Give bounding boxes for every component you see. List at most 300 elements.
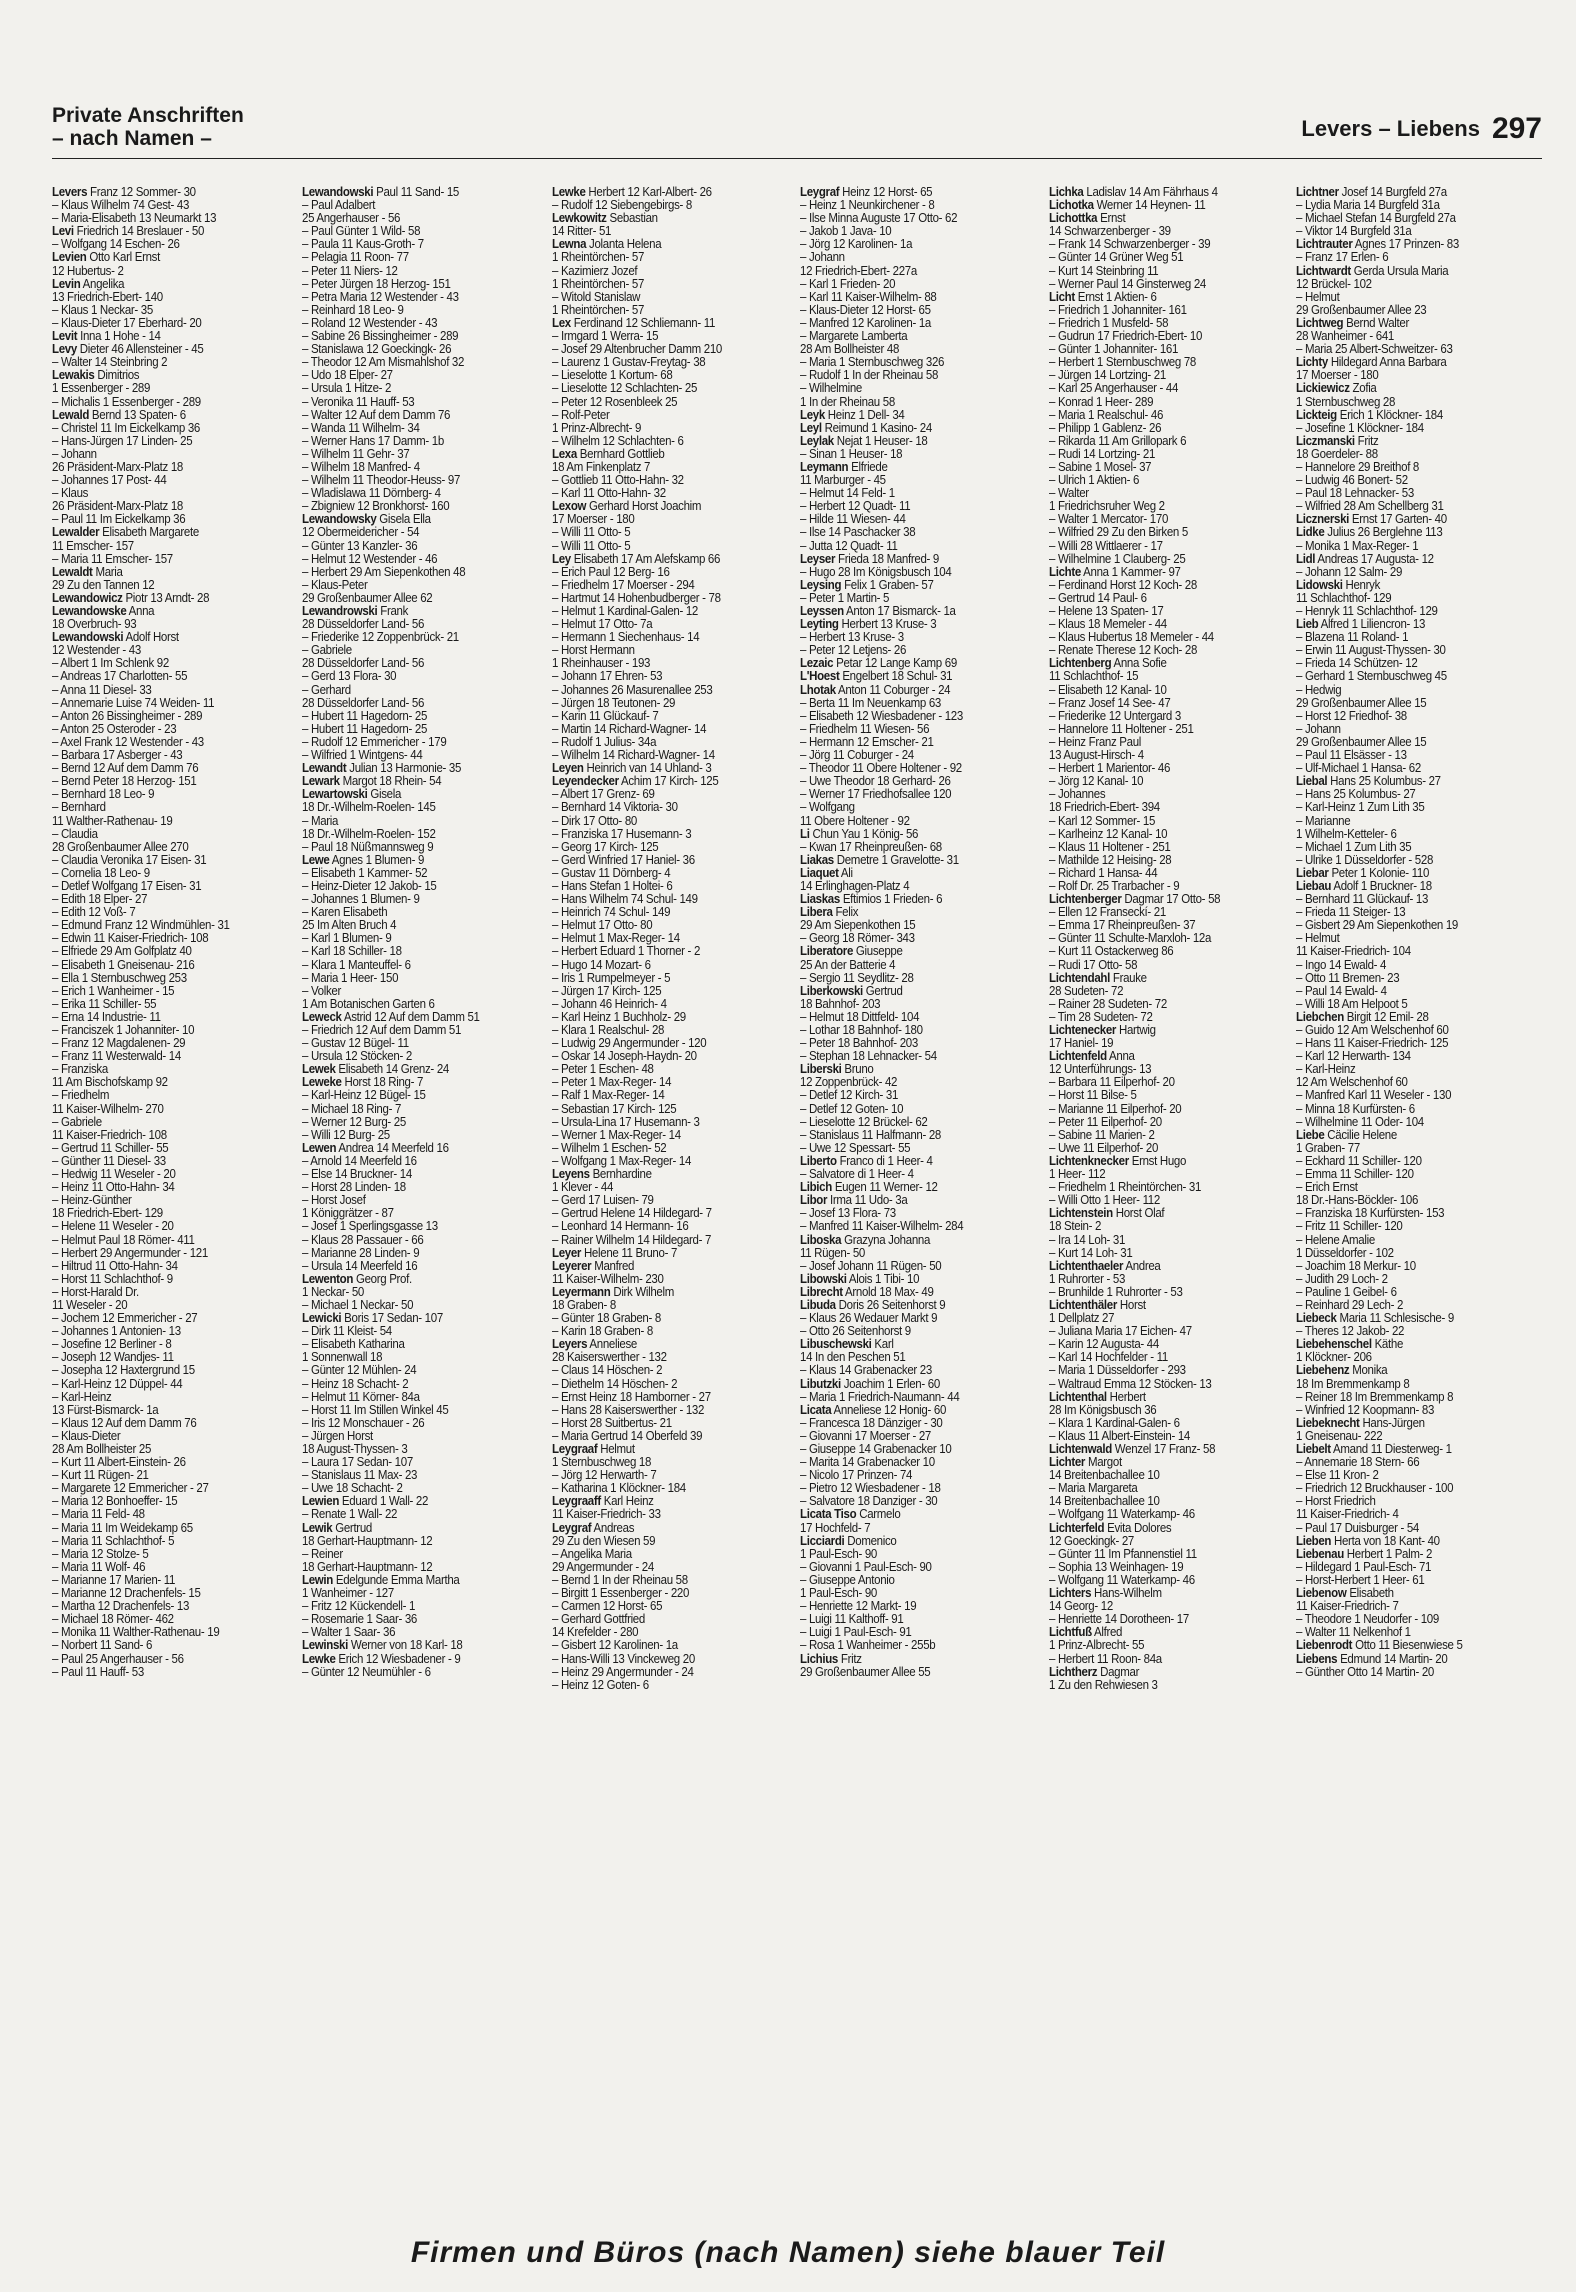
surname: Lichte <box>1049 564 1081 579</box>
directory-entry: – Annemarie Luise 74 Weiden- 11 <box>52 695 215 710</box>
directory-entry: – Winfried 12 Koopmann- 83 <box>1296 1402 1435 1417</box>
directory-entry <box>1296 553 1520 566</box>
directory-entry: 13 Fürst-Bismarck- 1a <box>52 1402 159 1417</box>
directory-entry: – Franciszek 1 Johanniter- 10 <box>52 1023 195 1037</box>
directory-entry: 1 In der Rheinau 58 <box>800 394 895 409</box>
surname: Liebenau <box>1296 1546 1344 1561</box>
surname: Levien <box>52 250 87 265</box>
directory-entry: – Andreas 17 Charlotten- 55 <box>52 669 188 684</box>
entry-details: Karl <box>871 1337 894 1352</box>
surname: Leyl <box>800 420 822 435</box>
directory-entry: 28 Düsseldorfer Land- 56 <box>302 617 425 632</box>
surname: Lichtweg <box>1296 315 1344 330</box>
directory-entry: – Friedrich 12 Bruckhauser - 100 <box>1296 1481 1454 1496</box>
directory-entry <box>800 553 1024 566</box>
directory-entry: – Hermann 12 Emscher- 21 <box>800 734 934 749</box>
directory-entry: 1 Rheinhauser - 193 <box>552 656 651 671</box>
surname: Liebe <box>1296 1127 1325 1142</box>
entry-details: Giuseppe <box>853 944 903 959</box>
directory-entry: – Jutta 12 Quadt- 11 <box>800 538 898 553</box>
directory-entry: – Jörg 12 Kanal- 10 <box>1049 774 1144 789</box>
entry-details: Adolf 1 Bruckner- 18 <box>1331 878 1432 893</box>
directory-entry: 25 Im Alten Bruch 4 <box>302 918 397 933</box>
directory-entry: – Klaus Hubertus 18 Memeler - 44 <box>1049 630 1214 645</box>
directory-entry: – Gerd 13 Flora- 30 <box>302 669 397 684</box>
directory-entry: – Hans Wilhelm 74 Schul- 149 <box>552 892 698 907</box>
directory-entry: – Karl-Heinz 1 Zum Lith 35 <box>1296 800 1425 815</box>
entry-details: Astrid 12 Auf dem Damm 51 <box>341 1009 480 1024</box>
surname: Lewin <box>302 1572 333 1587</box>
directory-entry: – Manfred Karl 11 Weseler - 130 <box>1296 1088 1452 1103</box>
directory-entry: – Paul 11 Im Eickelkamp 36 <box>52 512 186 527</box>
directory-entry: – Klaus-Peter <box>302 577 368 592</box>
running-head <box>1301 112 1542 146</box>
directory-entry: 1 Prinz-Albrecht- 9 <box>552 420 642 435</box>
directory-entry: 29 Großenbaumer Allee 23 <box>1296 302 1427 317</box>
directory-entry: – Heinz-Günther <box>52 1193 132 1208</box>
directory-entry: 1 Paul-Esch- 90 <box>800 1546 877 1561</box>
directory-entry: – Michael 1 Neckar- 50 <box>302 1297 414 1312</box>
directory-entry <box>1296 1417 1520 1430</box>
directory-entry <box>1049 566 1273 579</box>
directory-entry: – Annemarie 18 Stern- 66 <box>1296 1455 1420 1470</box>
directory-entry: – Horst-Herbert 1 Heer- 61 <box>1296 1572 1425 1587</box>
surname: Liebenow <box>1296 1586 1347 1601</box>
directory-entry <box>800 579 1024 592</box>
directory-entry: – Stanislawa 12 Goeckingk- 26 <box>302 342 452 357</box>
entry-details: Helmut <box>597 1442 635 1456</box>
directory-entry: 11 Kaiser-Friedrich- 7 <box>1296 1599 1399 1614</box>
surname: Lewakis <box>52 368 95 383</box>
surname: Lichottka <box>1049 211 1098 226</box>
directory-entry: – Heinz 11 Otto-Hahn- 34 <box>52 1180 175 1195</box>
directory-entry: – Frieda 11 Steiger- 13 <box>1296 905 1406 920</box>
directory-entry: – Bernhard 14 Viktoria- 30 <box>552 800 678 815</box>
directory-entry: – Johann <box>52 446 97 461</box>
surname: Lichterfeld <box>1049 1520 1105 1535</box>
directory-entry <box>1296 265 1520 278</box>
directory-entry: – Paul Adalbert <box>302 198 376 213</box>
directory-entry: – Philipp 1 Gablenz- 26 <box>1049 420 1162 435</box>
entry-details: Anna <box>1106 1049 1135 1064</box>
directory-entry: – Ingo 14 Ewald- 4 <box>1296 957 1387 972</box>
directory-entry: – Rosemarie 1 Saar- 36 <box>302 1612 418 1627</box>
directory-entry: – Horst Friedrich <box>1296 1494 1376 1509</box>
surname: Lewandowske <box>52 604 127 618</box>
directory-entry: 1 Wilhelm-Ketteler- 6 <box>1296 826 1397 841</box>
directory-entry: 28 Düsseldorfer Land- 56 <box>302 695 425 710</box>
surname: Lewald <box>52 407 90 422</box>
entry-details: Elisabeth Margarete <box>99 525 199 540</box>
entry-details: Erich 1 Klöckner- 184 <box>1336 407 1443 422</box>
directory-entry: – Wolfgang 11 Waterkamp- 46 <box>1049 1572 1195 1587</box>
directory-entry: – Helene 11 Weseler - 20 <box>52 1219 174 1234</box>
entry-details: Fritz <box>1354 433 1379 448</box>
directory-entry: 11 Obere Holtener - 92 <box>800 813 910 828</box>
directory-entry: 1 Essenberger - 289 <box>52 381 151 396</box>
directory-entry: – Horst 28 Suitbertus- 21 <box>552 1415 672 1430</box>
entry-details: Heinz 12 Horst- 65 <box>839 186 933 199</box>
directory-entry: – Sabine 26 Bissingheimer - 289 <box>302 329 459 344</box>
directory-entry: – Jörg 12 Herwarth- 7 <box>552 1468 657 1483</box>
directory-entry: – Manfred 11 Kaiser-Wilhelm- 284 <box>800 1219 964 1234</box>
directory-entry: – Giovanni 1 Paul-Esch- 90 <box>800 1559 932 1574</box>
directory-entry: 1 Königgrätzer - 87 <box>302 1206 394 1221</box>
surname: Leymann <box>800 459 849 474</box>
entry-details: Maria <box>92 564 123 579</box>
directory-entry: – Hans-Willi 13 Vinckeweg 20 <box>552 1651 695 1666</box>
entry-details: Demetre 1 Gravelotte- 31 <box>833 852 959 867</box>
directory-entry: – Henriette 12 Markt- 19 <box>800 1599 917 1614</box>
directory-entry <box>1296 526 1520 539</box>
directory-entry: – Herbert 11 Roon- 84a <box>1049 1651 1162 1666</box>
surname: Lichter <box>1049 1455 1086 1470</box>
directory-entry <box>302 1273 526 1286</box>
directory-entry: – Bernhard 18 Leo- 9 <box>52 787 155 802</box>
directory-entry: – Ernst Heinz 18 Hamborner - 27 <box>552 1389 711 1404</box>
directory-entry: 12 Unterführungs- 13 <box>1049 1062 1152 1077</box>
directory-entry: – Veronika 11 Hauff- 53 <box>302 394 415 409</box>
directory-entry: – Johann 12 Salm- 29 <box>1296 564 1403 579</box>
directory-entry: – Paula 11 Kaus-Groth- 7 <box>302 237 424 252</box>
directory-entry: – Martin 14 Richard-Wagner- 14 <box>552 721 707 736</box>
entry-details: Bernhard Gottlieb <box>576 446 665 461</box>
directory-entry: 1 Rheintörchen- 57 <box>552 302 645 317</box>
entry-details: Werner von 18 Karl- 18 <box>348 1638 463 1653</box>
directory-entry <box>1296 1548 1520 1561</box>
directory-entry: 18 Im Bremmenkamp 8 <box>1296 1376 1410 1391</box>
directory-entry: – Walter <box>1049 486 1089 501</box>
entry-details: Josef 14 Burgfeld 27a <box>1338 186 1447 199</box>
directory-entry: – Hiltrud 11 Otto-Hahn- 34 <box>52 1258 178 1273</box>
directory-entry: – Wladislawa 11 Dörnberg- 4 <box>302 486 441 501</box>
directory-entry: – Hans-Jürgen 17 Linden- 25 <box>52 433 193 448</box>
entry-details: Otto 11 Biesenwiese 5 <box>1352 1638 1463 1653</box>
directory-entry: 1 Sternbuschweg 18 <box>552 1455 652 1470</box>
entry-details: Heinrich van 14 Uhland- 3 <box>583 761 712 776</box>
directory-entry: – Johann <box>1296 721 1341 736</box>
directory-entry: 11 Kaiser-Friedrich- 108 <box>52 1127 167 1142</box>
surname: Levy <box>52 342 77 357</box>
surname: Lewek <box>302 1062 336 1077</box>
directory-entry: – Monika 11 Walther-Rathenau- 19 <box>52 1625 220 1640</box>
directory-entry: – Hans 25 Kolumbus- 27 <box>1296 787 1416 802</box>
directory-entry: 11 Walther-Rathenau- 19 <box>52 813 173 828</box>
directory-entry: – Ferdinand Horst 12 Koch- 28 <box>1049 577 1197 592</box>
surname: Libutzki <box>800 1376 841 1391</box>
surname: Lewark <box>302 774 340 789</box>
entry-details: Agnes 1 Blumen- 9 <box>329 852 425 867</box>
directory-entry: 1 Neckar- 50 <box>302 1284 364 1299</box>
directory-entry: – Pauline 1 Geibel- 6 <box>1296 1284 1397 1299</box>
entry-details: Evita Dolores <box>1104 1520 1172 1535</box>
directory-entry: – Roland 12 Westender - 43 <box>302 315 438 330</box>
directory-entry: 18 Stein- 2 <box>1049 1219 1102 1234</box>
directory-entry: – Gustav 11 Dörnberg- 4 <box>552 865 671 880</box>
directory-entry: – Maria 1 Heer- 150 <box>302 970 399 985</box>
surname: Lichtenecker <box>1049 1023 1117 1037</box>
entry-details: Anneliese <box>587 1337 638 1352</box>
surname: Levin <box>52 276 81 291</box>
directory-entry: – Ursula 1 Hitze- 2 <box>302 381 392 396</box>
directory-entry: – Karlheinz 12 Kanal- 10 <box>1049 826 1168 841</box>
entry-details: Alois 1 Tibi- 10 <box>846 1271 920 1286</box>
directory-entry <box>552 1522 776 1535</box>
surname: Liaquet <box>800 865 839 880</box>
directory-entry: – Gerhard <box>302 682 351 697</box>
directory-entry: – Johannes 17 Post- 44 <box>52 473 167 488</box>
surname: Leyermann <box>552 1284 611 1299</box>
directory-entry: – Herbert 29 Am Siepenkothen 48 <box>302 564 466 579</box>
directory-entry: 12 Hubertus- 2 <box>52 263 124 278</box>
directory-entry: – Giuseppe Antonio <box>800 1572 895 1587</box>
directory-entry: – Kurt 11 Rügen- 21 <box>52 1468 149 1483</box>
directory-entry: 28 Am Bollheister 25 <box>52 1442 152 1456</box>
directory-entry <box>1296 435 1520 448</box>
directory-entry: 12 Goeckingk- 27 <box>1049 1533 1134 1548</box>
directory-entry <box>302 1142 526 1155</box>
directory-entry: – Rikarda 11 Am Grillopark 6 <box>1049 433 1187 448</box>
directory-entry: 18 Graben- 8 <box>552 1297 616 1312</box>
directory-entry: – Ira 14 Loh- 31 <box>1049 1232 1126 1247</box>
directory-entry: 12 Zoppenbrück- 42 <box>800 1075 898 1090</box>
directory-entry: – Karl-Heinz 12 Düppel- 44 <box>52 1376 183 1391</box>
directory-entry: – Joseph 12 Wandjes- 11 <box>52 1350 174 1365</box>
directory-entry: 11 Emscher- 157 <box>52 538 134 553</box>
directory-entry: – Friedrich 1 Johanniter- 161 <box>1049 302 1187 317</box>
entry-details: Anton 11 Coburger - 24 <box>835 682 951 697</box>
surname: Libor <box>800 1193 828 1208</box>
directory-entry: – Claudia Veronika 17 Eisen- 31 <box>52 852 207 867</box>
directory-entry: – Sabine 11 Marien- 2 <box>1049 1127 1155 1142</box>
entry-details: Alfred <box>1091 1625 1123 1640</box>
directory-entry: – Karl Heinz 1 Buchholz- 29 <box>552 1009 686 1024</box>
directory-entry: 29 Zu den Wiesen 59 <box>552 1533 656 1548</box>
directory-entry: – Franziska 17 Husemann- 3 <box>552 826 692 841</box>
directory-entry: – Ludwig 29 Angermunder - 120 <box>552 1036 707 1051</box>
directory-entry: 18 Overbruch- 93 <box>52 617 137 632</box>
directory-entry: – Luigi 1 Paul-Esch- 91 <box>800 1625 912 1640</box>
surname: Liberkowski <box>800 983 863 998</box>
directory-entry: – Ursula 12 Stöcken- 2 <box>302 1049 412 1064</box>
directory-entry: – Laurenz 1 Gustav-Freytag- 38 <box>552 355 706 370</box>
directory-entry: – Karen Elisabeth <box>302 905 388 920</box>
entry-details: Gertrud <box>332 1520 372 1535</box>
directory-entry: – Peter 1 Martin- 5 <box>800 590 890 605</box>
directory-entry: – Karin 18 Graben- 8 <box>552 1324 653 1339</box>
directory-entry: – Wilhelm 14 Richard-Wagner- 14 <box>552 748 715 763</box>
directory-entry: – Klaus 18 Memeler - 44 <box>1049 617 1167 632</box>
directory-entry: – Brunhilde 1 Ruhrorter - 53 <box>1049 1284 1183 1299</box>
entry-details: Reimund 1 Kasino- 24 <box>821 420 932 435</box>
directory-entry: – Josefine 12 Berliner - 8 <box>52 1337 172 1352</box>
directory-entry: – Klaus-Dieter 17 Eberhard- 20 <box>52 315 202 330</box>
directory-entry: 18 Am Finkenplatz 7 <box>552 459 651 474</box>
directory-entry: – Wilhelm 11 Gehr- 37 <box>302 446 410 461</box>
directory-entry: – Rainer 28 Sudeten- 72 <box>1049 996 1167 1011</box>
directory-entry: – Petra Maria 12 Westender - 43 <box>302 289 459 304</box>
directory-entry: – Albert 17 Grenz- 69 <box>552 787 655 802</box>
directory-entry: – Karl-Heinz <box>1296 1062 1356 1077</box>
directory-entry: 11 Am Bischofskamp 92 <box>52 1075 168 1090</box>
directory-entry: 1 Zu den Rehwiesen 3 <box>1049 1677 1158 1692</box>
entry-details: Ernst 17 Garten- 40 <box>1349 512 1447 527</box>
directory-entry: 17 Moerser - 180 <box>552 512 635 527</box>
directory-entry: – Maria 11 Im Weidekamp 65 <box>52 1520 193 1535</box>
directory-entry: 29 Zu den Tannen 12 <box>52 577 155 592</box>
name-range: Levers – Liebens <box>1301 116 1480 141</box>
entry-details: Ladislav 14 Am Fährhaus 4 <box>1083 186 1218 199</box>
surname: Lewna <box>552 237 587 252</box>
page-header <box>52 104 1542 162</box>
entry-details: Dirk Wilhelm <box>610 1284 675 1299</box>
entry-details: Gertrud <box>862 983 903 998</box>
directory-entry: – Reinhard 18 Leo- 9 <box>302 302 404 317</box>
directory-entry: – Dirk 17 Otto- 80 <box>552 813 637 828</box>
directory-entry: – Franz 17 Erlen- 6 <box>1296 250 1389 265</box>
directory-entry: 18 Friedrich-Ebert- 129 <box>52 1206 163 1221</box>
directory-entry: – Erna 14 Industrie- 11 <box>52 1009 161 1024</box>
directory-entry: – Gerhard Gottfried <box>552 1612 645 1627</box>
directory-entry: – Rainer Wilhelm 14 Hildegard- 7 <box>552 1232 712 1247</box>
surname: Lewinski <box>302 1638 348 1653</box>
directory-entry: – Theres 12 Jakob- 22 <box>1296 1324 1405 1339</box>
surname: Liebehenschel <box>1296 1337 1372 1352</box>
directory-entry: – Viktor 14 Burgfeld 31a <box>1296 224 1412 239</box>
directory-entry <box>1049 1522 1273 1535</box>
directory-entry: – Walter 12 Auf dem Damm 76 <box>302 407 451 422</box>
entry-details: Friedrich 14 Breslauer - 50 <box>73 224 205 239</box>
directory-entry: 1 Prinz-Albrecht- 55 <box>1049 1638 1145 1653</box>
surname: Lewandowski <box>52 630 124 645</box>
section-title-line1: Private Anschriften <box>52 104 244 127</box>
directory-entry: – Paul 17 Duisburger - 54 <box>1296 1520 1420 1535</box>
directory-entry <box>302 1653 526 1666</box>
directory-entry: – Rudi 14 Lortzing- 21 <box>1049 446 1156 461</box>
directory-entry: – Helmut <box>1296 289 1340 304</box>
surname: Liczmanski <box>1296 433 1355 448</box>
directory-entry: – Maria 12 Bonhoeffer- 15 <box>52 1494 178 1509</box>
entry-details: Grazyna Johanna <box>841 1232 931 1247</box>
directory-entry: 1 Rheintörchen- 57 <box>552 250 645 265</box>
surname: Liebau <box>1296 878 1332 893</box>
directory-entry: – Karl 18 Schiller- 18 <box>302 944 402 959</box>
directory-entry: – Anna 11 Diesel- 33 <box>52 682 152 697</box>
directory-entry: – Stanislaus 11 Max- 23 <box>302 1468 418 1483</box>
directory-entry: – Heinz Franz Paul <box>1049 734 1141 749</box>
entry-details: Fritz <box>838 1651 862 1666</box>
directory-entry: – Anton 26 Bissingheimer - 289 <box>52 708 203 723</box>
directory-entry: – Klaus 11 Holtener - 251 <box>1049 839 1171 854</box>
directory-entry: – Salvatore 18 Danziger - 30 <box>800 1494 938 1509</box>
directory-entry: – Wolfgang 1 Max-Reger- 14 <box>552 1153 692 1168</box>
directory-entry: – Peter 11 Eilperhof- 20 <box>1049 1114 1162 1129</box>
directory-column-6 <box>1296 186 1520 1679</box>
surname: Lewik <box>302 1520 333 1535</box>
directory-entry: – Anton 25 Osteroder - 23 <box>52 721 177 736</box>
directory-entry: – Jochem 12 Emmericher - 27 <box>52 1311 198 1326</box>
directory-entry: – Wanda 11 Wilhelm- 34 <box>302 420 420 435</box>
entry-details: Peter 1 Kolonie- 110 <box>1328 865 1430 880</box>
directory-entry: – Maria 1 Sternbuschweg 326 <box>800 355 945 370</box>
directory-entry: – Laura 17 Sedan- 107 <box>302 1455 413 1470</box>
directory-entry: 11 Schlachthof- 129 <box>1296 590 1392 605</box>
entry-details: Anneliese 12 Honig- 60 <box>831 1402 947 1417</box>
entry-details: Achim 17 Kirch- 125 <box>618 774 719 789</box>
directory-entry <box>1049 1260 1273 1273</box>
directory-entry: – Norbert 11 Sand- 6 <box>52 1638 153 1653</box>
directory-entry: 18 Dr.-Wilhelm-Roelen- 152 <box>302 826 436 841</box>
directory-entry <box>1296 409 1520 422</box>
directory-entry: – Marianne 12 Drachenfels- 15 <box>52 1586 201 1601</box>
surname: Lidowski <box>1296 577 1343 592</box>
directory-entry: – Lieselotte 12 Brückel- 62 <box>800 1114 928 1129</box>
surname: Levi <box>52 224 74 239</box>
directory-entry: – Peter 1 Eschen- 48 <box>552 1062 654 1077</box>
directory-entry: – Franz 11 Westerwald- 14 <box>52 1049 181 1064</box>
entry-details: Heinz 1 Dell- 34 <box>824 407 905 422</box>
entry-details: Edelgunde Emma Martha <box>332 1572 460 1587</box>
directory-entry: – Helmut Paul 18 Römer- 411 <box>52 1232 195 1247</box>
directory-entry: 11 Kaiser-Friedrich- 4 <box>1296 1507 1399 1522</box>
directory-entry: 14 Krefelder - 280 <box>552 1625 639 1640</box>
directory-entry: – Hans Stefan 1 Holtei- 6 <box>552 878 673 893</box>
directory-entry: – Georg 18 Römer- 343 <box>800 931 915 946</box>
surname: Leyen <box>552 761 584 776</box>
entry-details: Anna Sofie <box>1111 656 1167 671</box>
surname: Lickiewicz <box>1296 381 1350 396</box>
directory-entry: – Walter 14 Steinbring 2 <box>52 355 168 370</box>
directory-entry: – Wilhelm 18 Manfred- 4 <box>302 459 420 474</box>
directory-entry: – Johannes 26 Masurenallee 253 <box>552 682 713 697</box>
directory-entry: – Kurt 14 Steinbring 11 <box>1049 263 1159 278</box>
directory-entry: – Eckhard 11 Schiller- 120 <box>1296 1153 1422 1168</box>
surname: Liebeck <box>1296 1311 1337 1326</box>
surname: Libich <box>800 1180 832 1195</box>
directory-entry: – Klaus <box>52 486 89 501</box>
directory-entry: – Edith 12 Voß- 7 <box>52 905 136 920</box>
directory-entry: – Gisbert 29 Am Siepenkothen 19 <box>1296 918 1458 933</box>
directory-entry: – Jürgen Horst <box>302 1428 373 1443</box>
surname: Lichtendahl <box>1049 970 1110 985</box>
directory-entry: – Karin 11 Glückauf- 7 <box>552 708 659 723</box>
directory-entry: – Herbert 1 Sternbuschweg 78 <box>1049 355 1196 370</box>
entry-details: Herbert 12 Karl-Albert- 26 <box>585 186 712 199</box>
directory-entry: – Kazimierz Jozef <box>552 263 638 278</box>
surname: Leysing <box>800 577 842 592</box>
entry-details: Ernst Hugo <box>1128 1153 1187 1168</box>
directory-entry: 1 Rheintörchen- 57 <box>552 276 645 291</box>
directory-entry: – Karl-Heinz <box>52 1389 112 1404</box>
directory-entry: – Helmut 18 Dittfeld- 104 <box>800 1009 920 1024</box>
entry-details: Helene 11 Bruno- 7 <box>581 1245 678 1260</box>
directory-entry: 18 Gerhart-Hauptmann- 12 <box>302 1533 433 1548</box>
entry-details: Piotr 13 Arndt- 28 <box>122 590 210 605</box>
directory-entry: – Tim 28 Sudeten- 72 <box>1049 1009 1153 1024</box>
surname: Lewandt <box>302 761 347 776</box>
directory-entry: – Gabriele <box>302 643 352 658</box>
directory-entry: – Heinrich 74 Schul- 149 <box>552 905 671 920</box>
directory-entry: – Bernhard 11 Glückauf- 13 <box>1296 892 1429 907</box>
directory-entry: – Johann 17 Ehren- 53 <box>552 669 663 684</box>
directory-entry: – Pelagia 11 Roon- 77 <box>302 250 409 265</box>
directory-entry: – Reiner <box>302 1546 343 1561</box>
directory-entry: – Francesca 18 Dänziger - 30 <box>800 1415 943 1430</box>
directory-entry: 17 Moerser - 180 <box>1296 368 1379 383</box>
directory-entry: – Theodor 12 Am Mismahlshof 32 <box>302 355 465 370</box>
directory-entry: – Gudrun 17 Friedrich-Ebert- 10 <box>1049 329 1203 344</box>
directory-entry: 12 Am Welschenhof 60 <box>1296 1075 1408 1090</box>
